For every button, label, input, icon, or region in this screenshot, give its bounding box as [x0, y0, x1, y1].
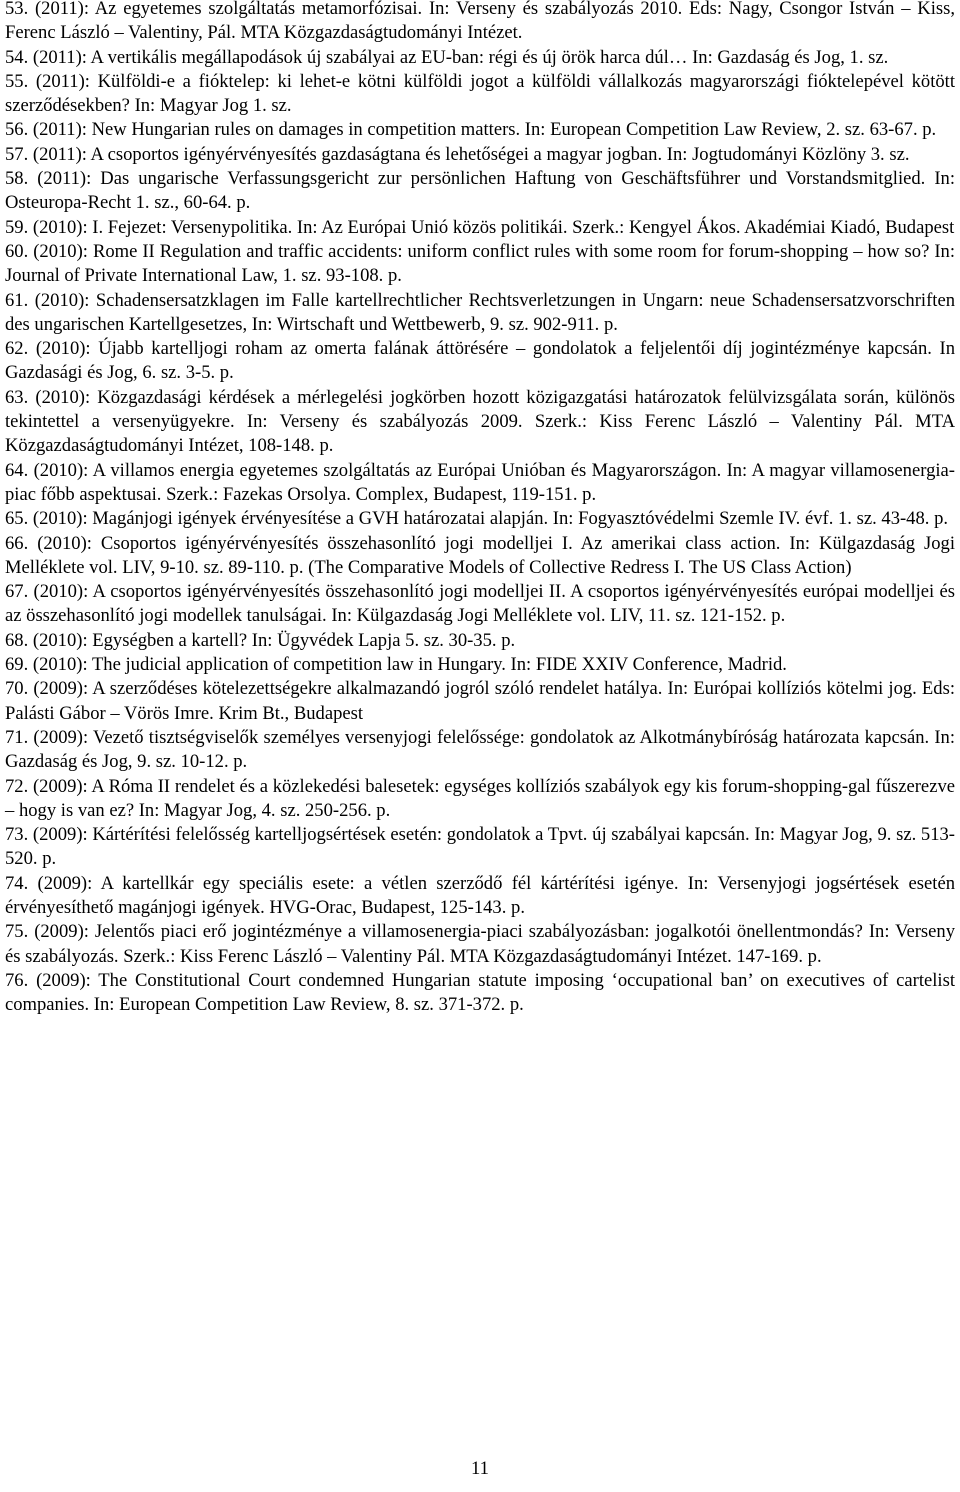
reference-item: 76. (2009): The Constitutional Court condemned Hungarian statute imposing ‘occupational ban’ on executives of cartelist companies. In: European Competition Law Review, 8. sz. 371-372. p.	[5, 969, 955, 1016]
reference-item: 69. (2010): The judicial application of competition law in Hungary. In: FIDE XXIV Conference, Madrid.	[5, 654, 787, 676]
page-content	[5, 0, 955, 1017]
reference-item: 68. (2010): Egységben a kartell? In: Ügyvédek Lapja 5. sz. 30-35. p.	[5, 629, 516, 651]
reference-item: 56. (2011): New Hungarian rules on damages in competition matters. In: European Competition Law Review, 2. sz. 63-67. p.	[5, 119, 937, 141]
reference-item: 70. (2009): A szerződéses kötelezettségekre alkalmazandó jogról szóló rendelet hatálya. In: Európai kollíziós kötelmi jog. Eds: Palásti Gábor – Vörös Imre. Krim Bt., Budapest	[5, 678, 955, 724]
reference-item: 58. (2011): Das ungarische Verfassungsgericht zur persönlichen Haftung von Geschäftsführer und Vorstandsmitglied. In: Osteuropa-Recht 1. sz., 60-64. p.	[5, 168, 955, 214]
reference-item: 64. (2010): A villamos energia egyetemes szolgáltatás az Európai Unióban és Magyarországon. In: A magyar villamosenergia-piac főbb aspektusai. Szerk.: Fazekas Orsolya. Complex, Budapest, 119-151. p.	[5, 459, 955, 505]
reference-item: 54. (2011): A vertikális megállapodások új szabályai az EU-ban: régi és új örök harca dúl… In: Gazdaság és Jog, 1. sz.	[5, 46, 889, 68]
reference-item: 65. (2010): Magánjogi igények érvényesítése a GVH határozatai alapján. In: Fogyasztóvédelmi Szemle IV. évf. 1. sz. 43-48. p.	[5, 508, 949, 530]
reference-item: 67. (2010): A csoportos igényérvényesítés összehasonlító jogi modelljei II. A csoportos igényérvényesítés európai modelljei és az összehasonlító jogi modellek tanulságai. In: Külgazdaság Jogi Melléklete vol. LIV, 11. sz. 121-152. p.	[5, 581, 955, 627]
reference-item: 75. (2009): Jelentős piaci erő jogintézménye a villamosenergia-piaci szabályozásban: jogalkotói önellentmondás? In: Verseny és szabályozás. Szerk.: Kiss Ferenc László – Valentiny Pál. MTA Közgazdaságtudományi Intézet. 147-169. p.	[5, 921, 955, 967]
reference-item: 61. (2010): Schadensersatzklagen im Falle kartellrechtlicher Rechtsverletzungen in Ungarn: neue Schadensersatzvorschriften des ungarischen Kartellgesetzes, In: Wirtschaft und Wettbewerb, 9. sz. 902-911. p.	[5, 289, 955, 335]
reference-item: 63. (2010): Közgazdasági kérdések a mérlegelési jogkörben hozott közigazgatási határozatok felülvizsgálata során, különös tekintettel a versenyügyekre. In: Verseny és szabályozás 2009. Szerk.: Kiss Ferenc László – Valentiny Pál. MTA Közgazdaságtudományi Intézet, 108-148. p.	[5, 386, 955, 457]
reference-item: 72. (2009): A Róma II rendelet és a közlekedési balesetek: egységes kollíziós szabályok egy kis forum-shopping-gal fűszerezve – hogy is van ez? In: Magyar Jog, 4. sz. 250-256. p.	[5, 775, 955, 821]
reference-item: 55. (2011): Külföldi-e a fióktelep: ki lehet-e kötni külföldi jogot a külföldi vállalkozás magyarországi fióktelepével kötött szerződésekben? In: Magyar Jog 1. sz.	[5, 70, 955, 117]
reference-item: 66. (2010): Csoportos igényérvényesítés összehasonlító jogi modelljei I. Az amerikai class action. In: Külgazdaság Jogi Melléklete vol. LIV, 9-10. sz. 89-110. p. (The Comparative Models of Collective Redress I. The US Class Action)	[5, 532, 955, 578]
reference-item: 71. (2009): Vezető tisztségviselők személyes versenyjogi felelőssége: gondolatok az Alkotmánybíróság határozata kapcsán. In: Gazdaság és Jog, 9. sz. 10-12. p.	[5, 726, 955, 773]
reference-item: 73. (2009): Kártérítési felelősség kartelljogsértések esetén: gondolatok a Tpvt. új szabályai kapcsán. In: Magyar Jog, 9. sz. 513-520. p.	[5, 824, 955, 870]
reference-item: 59. (2010): I. Fejezet: Versenypolitika. In: Az Európai Unió közös politikái. Szerk.: Kengyel Ákos. Akadémiai Kiadó, Budapest	[5, 216, 955, 238]
reference-list	[5, 0, 955, 1017]
reference-item: 74. (2009): A kartellkár egy speciális esete: a vétlen szerződő fél kártérítési igénye. In: Versenyjogi jogsértések esetén érvényesíthető magánjogi igények. HVG-Orac, Budapest, 125-143. p.	[5, 872, 955, 918]
reference-item: 60. (2010): Rome II Regulation and traffic accidents: uniform conflict rules with some room for forum-shopping – how so? In: Journal of Private International Law, 1. sz. 93-108. p.	[5, 240, 955, 287]
reference-item: 62. (2010): Újabb kartelljogi roham az omerta falának áttörésére – gondolatok a feljelentői díj jogintézménye kapcsán. In Gazdasági és Jog, 6. sz. 3-5. p.	[5, 338, 955, 384]
reference-item: 57. (2011): A csoportos igényérvényesítés gazdaságtana és lehetőségei a magyar jogban. In: Jogtudományi Közlöny 3. sz.	[5, 143, 910, 165]
page-number: 11	[471, 1458, 489, 1479]
reference-item: 53. (2011): Az egyetemes szolgáltatás metamorfózisai. In: Verseny és szabályozás 2010. Eds: Nagy, Csongor István – Kiss, Ferenc László – Valentiny, Pál. MTA Közgazdaságtudományi Intézet.	[5, 0, 955, 44]
